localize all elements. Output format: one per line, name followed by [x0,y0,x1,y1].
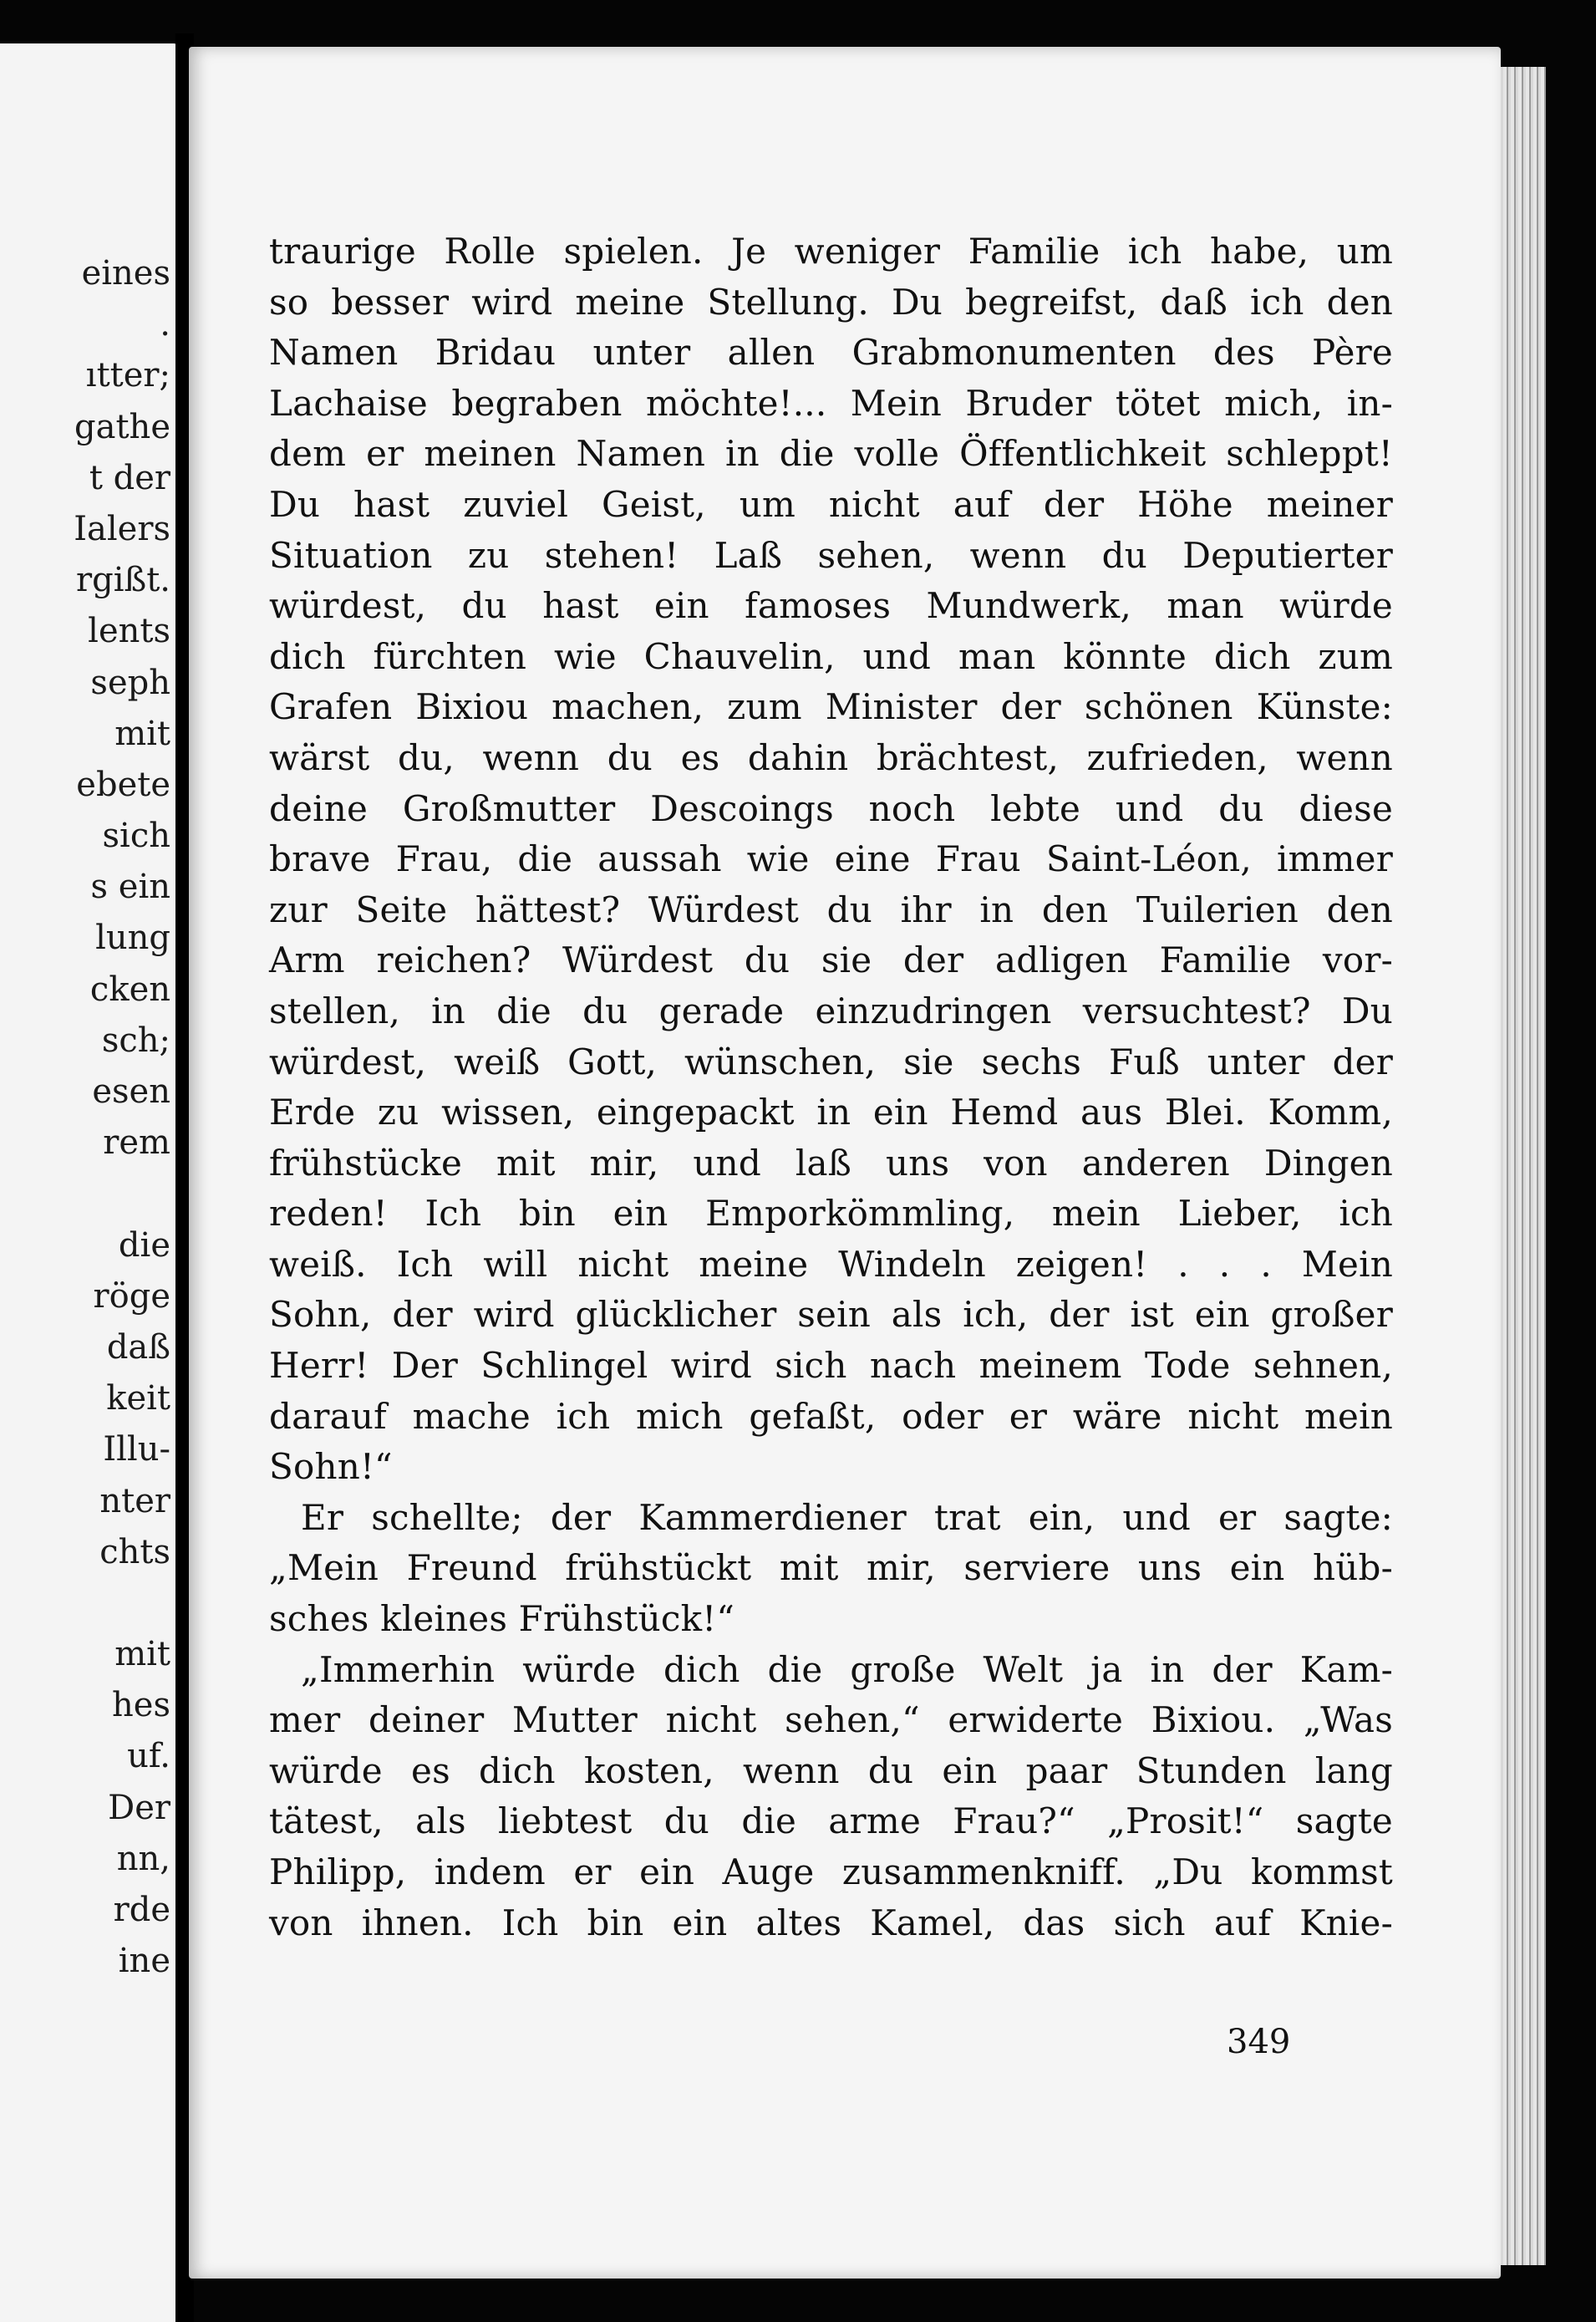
text-line: Grafen Bixiou machen, zum Minister der schönen Künste: [269,686,1393,728]
text-line: frühstücke mit mir, und laß uns von anderen Dingen [269,1142,1393,1184]
left-line: gathe [74,407,170,446]
left-line: chts [99,1532,170,1571]
text-line: weiß. Ich will nicht meine Windeln zeigen! . . . Mein [269,1243,1393,1285]
left-line [74,1169,170,1220]
left-page-text-fragments [74,248,170,1987]
left-line: sch; [101,1021,170,1060]
left-line: mit [114,714,170,753]
text-line: Philipp, indem er ein Auge zusammenkniff. „Du kommst [269,1851,1393,1892]
left-line: seph [90,663,170,702]
text-line: so besser wird meine Stellung. Du begreifst, daß ich den [269,281,1393,323]
left-line: mit [114,1635,170,1674]
left-line: Ialers [74,509,170,548]
body-text [269,227,1393,1948]
text-line: Herr! Der Schlingel wird sich nach meinem Tode sehnen, [269,1345,1393,1387]
text-line: sches kleines Frühstück!“ [269,1598,734,1640]
text-line: Arm reichen? Würdest du sie der adligen Familie vor- [269,939,1393,981]
text-line: traurige Rolle spielen. Je weniger Familie ich habe, um [269,231,1393,272]
left-line: ebete [76,765,170,804]
left-line: röge [93,1276,170,1316]
left-line: nn, [116,1839,170,1878]
left-line: uf. [127,1737,170,1776]
text-line: „Immerhin würde dich die große Welt ja in der Kam- [301,1648,1393,1690]
text-line: von ihnen. Ich bin ein altes Kamel, das sich auf Knie- [269,1902,1393,1943]
left-line: die [118,1225,170,1265]
left-line: ıtter; [85,356,170,395]
left-line: rgißt. [75,561,170,600]
left-line [74,1578,170,1629]
text-line: Lachaise begraben möchte!... Mein Bruder tötet mich, in- [269,382,1393,424]
left-line: Illu- [103,1430,170,1469]
text-line: würdest, du hast ein famoses Mundwerk, man würde [269,585,1393,627]
left-line: . [160,305,170,344]
left-line: keit [106,1379,170,1418]
left-line: nter [99,1481,170,1520]
left-line: lents [88,612,170,651]
left-line: rde [113,1891,170,1929]
left-line: Der [108,1788,170,1827]
left-line: sich [102,817,170,856]
text-line: zur Seite hättest? Würdest du ihr in den Tuilerien den [269,889,1393,930]
text-line: wärst du, wenn du es dahin brächtest, zufrieden, wenn [269,736,1393,778]
text-line: reden! Ich bin ein Emporkömmling, mein Lieber, ich [269,1193,1393,1235]
left-page [0,43,179,2322]
left-line: eines [81,254,170,293]
left-line: esen [92,1072,170,1111]
text-line: Er schellte; der Kammerdiener trat ein, und er sagte: [301,1496,1393,1538]
left-line: cken [89,970,170,1009]
text-line: darauf mache ich mich gefaßt, oder er wäre nicht mein [269,1395,1393,1437]
text-line: Erde zu wissen, eingepackt in ein Hemd aus Blei. Komm, [269,1092,1393,1133]
text-line: Du hast zuviel Geist, um nicht auf der Höhe meiner [269,483,1393,525]
left-line: lung [95,919,170,958]
text-line: Namen Bridau unter allen Grabmonumenten des Père [269,332,1393,374]
text-line: tätest, als liebtest du die arme Frau?“ „Prosit!“ sagte [269,1800,1393,1842]
left-line: hes [112,1686,170,1725]
text-line: stellen, in die du gerade einzudringen versuchtest? Du [269,990,1393,1031]
text-line: Situation zu stehen! Laß sehen, wenn du Deputierter [269,534,1393,576]
text-line: dem er meinen Namen in die volle Öffentlichkeit schleppt! [269,433,1393,475]
text-line: deine Großmutter Descoings noch lebte und du diese [269,787,1393,829]
text-line: mer deiner Mutter nicht sehen,“ erwiderte Bixiou. „Was [269,1699,1393,1741]
left-line: ine [118,1942,170,1981]
text-line: Sohn!“ [269,1446,393,1488]
text-line: Sohn, der wird glücklicher sein als ich, der ist ein großer [269,1294,1393,1336]
text-line: würdest, weiß Gott, wünschen, sie sechs Fuß unter der [269,1041,1393,1082]
left-line: rem [103,1123,170,1163]
page-number: 349 [1227,2023,1291,2061]
left-line: daß [106,1327,170,1367]
left-line: s ein [90,868,170,907]
text-line: würde es dich kosten, wenn du ein paar Stunden lang [269,1749,1393,1791]
text-line: dich fürchten wie Chauvelin, und man könnte dich zum [269,635,1393,677]
right-page [189,47,1501,2279]
page-edges [1496,67,1546,2265]
text-line: brave Frau, die aussah wie eine Frau Saint-Léon, immer [269,838,1393,880]
left-line: t der [89,458,170,497]
text-line: „Mein Freund frühstückt mit mir, serviere uns ein hüb- [269,1547,1393,1589]
